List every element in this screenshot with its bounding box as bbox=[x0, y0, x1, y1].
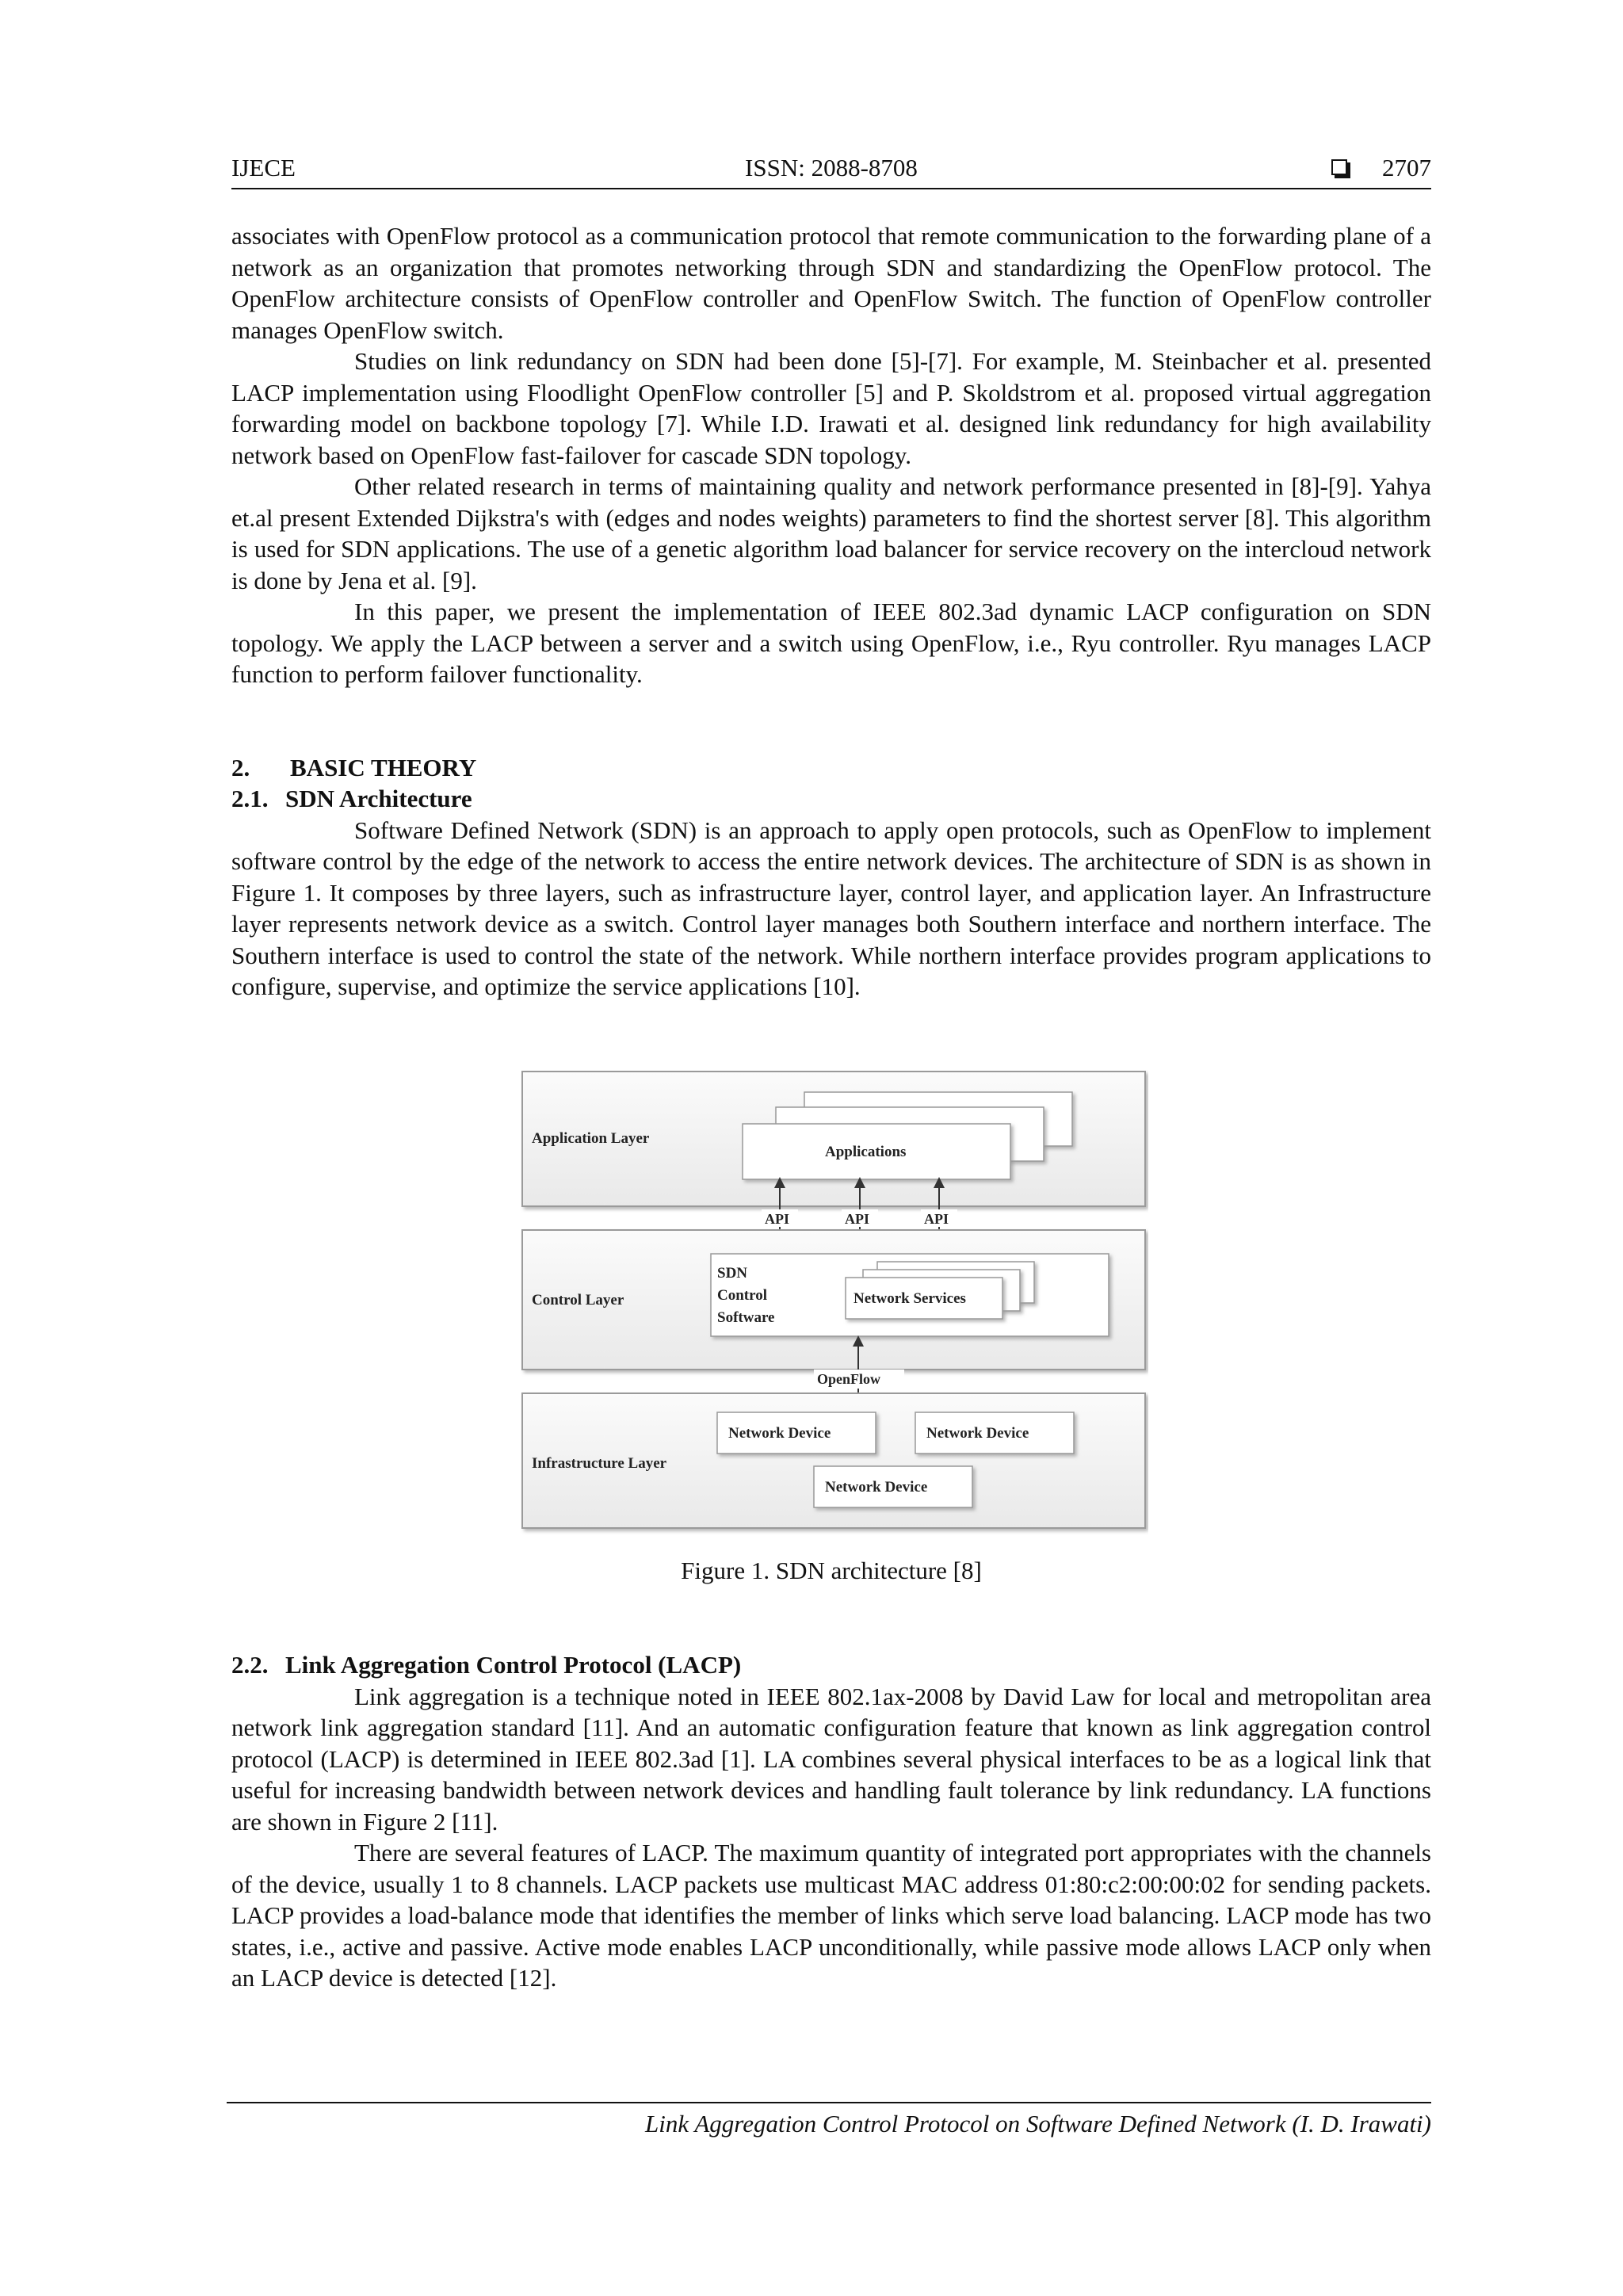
paper-page bbox=[231, 0, 1431, 2296]
section-2-2-number: 2.2. bbox=[231, 1651, 269, 1679]
network-services-label: Network Services bbox=[854, 1289, 966, 1307]
paragraph-2: Studies on link redundancy on SDN had been done [5]-[7]. For example, M. Steinbacher et al. presented LACP implementation using Floodlight OpenFlow controller [5] and P. Skoldstrom et al. proposed virtual aggregation forwarding model on backbone topology [7]. While I.D. Irawati et al. designed link redundancy for high availability network based on OpenFlow fast-failover for cascade SDN topology. bbox=[231, 347, 1431, 469]
section-2-2-heading bbox=[231, 1649, 1431, 1681]
section-2-heading bbox=[231, 752, 1431, 784]
network-device-label-1: Network Device bbox=[728, 1424, 831, 1442]
paragraph-3: Other related research in terms of maintaining quality and network performance presented in [8]-[9]. Yahya et.al present Extended Dijkstra's with (edges and nodes weights) parameters to find the shortest server [8]. This algorithm is used for SDN applications. The use of a genetic algorithm load balancer for service recovery on the intercloud network is done by Jena et al. [9]. bbox=[231, 472, 1431, 594]
infrastructure-layer-label: Infrastructure Layer bbox=[532, 1454, 667, 1472]
paragraph-5: Software Defined Network (SDN) is an approach to apply open protocols, such as OpenFlow to implement software control by the edge of the network to access the entire network devices. The architecture of SDN is as shown in Figure 1. It composes by three layers, such as infrastructure layer, control layer, and application layer. An Infrastructure layer represents network device as a switch. Control layer manages both Southern interface and northern interface. The Southern interface is used to control the state of the network. While northern interface provides program applications to configure, supervise, and optimize the service applications [10]. bbox=[231, 816, 1431, 1000]
network-device-label-3: Network Device bbox=[825, 1478, 928, 1496]
sdn-label: SDN bbox=[717, 1264, 748, 1282]
issn: ISSN: 2088-8708 bbox=[745, 154, 918, 181]
page-number: 2707 bbox=[1382, 154, 1431, 181]
software-label: Software bbox=[717, 1308, 775, 1326]
figure-1-caption: Figure 1. SDN architecture [8] bbox=[681, 1556, 982, 1584]
section-2-1-title: SDN Architecture bbox=[285, 785, 472, 812]
running-footer: Link Aggregation Control Protocol on Software Defined Network (I. D. Irawati) bbox=[645, 2110, 1431, 2137]
paragraph-6: Link aggregation is a technique noted in IEEE 802.1ax-2008 by David Law for local and metropolitan area network link aggregation standard [11]. And an automatic configuration feature that known as link aggregation control protocol (LACP) is determined in IEEE 802.3ad [1]. LA combines several physical interfaces to be as a logical link that useful for increasing bandwidth between network devices and handling fault tolerance by link redundancy. LA functions are shown in Figure 2 [11]. bbox=[231, 1682, 1431, 1836]
header-rule bbox=[231, 188, 1431, 189]
paragraph-1: associates with OpenFlow protocol as a communication protocol that remote communication to the forwarding plane of a network as an organization that promotes networking through SDN and standardizing the OpenFlow protocol. The OpenFlow architecture consists of OpenFlow controller and OpenFlow Switch. The function of OpenFlow controller manages OpenFlow switch. bbox=[231, 222, 1431, 344]
api-label-1: API bbox=[765, 1210, 789, 1227]
api-label-2: API bbox=[845, 1210, 869, 1227]
footer-rule bbox=[227, 2102, 1431, 2103]
control-label: Control bbox=[717, 1286, 767, 1304]
openflow-label: OpenFlow bbox=[817, 1370, 881, 1387]
paragraph-7: There are several features of LACP. The maximum quantity of integrated port appropriates with the channels of the device, usually 1 to 8 channels. LACP packets use multicast MAC address 01:80:c2:00:00:02 for sending packets. LACP provides a load-balance mode that identifies the member of links which serve load balancing. LACP mode has two states, i.e., active and passive. Active mode enables LACP unconditionally, while passive mode allows LACP only when an LACP device is detected [12]. bbox=[231, 1839, 1431, 1992]
section-2-number: 2. bbox=[231, 753, 250, 781]
journal-name: IJECE bbox=[231, 154, 296, 181]
paragraph-4: In this paper, we present the implementation of IEEE 802.3ad dynamic LACP configuration on SDN topology. We apply the LACP between a server and a switch using OpenFlow, i.e., Ryu controller. Ryu manages LACP function to perform failover functionality. bbox=[231, 598, 1431, 688]
checkbox-glyph-icon bbox=[1331, 159, 1347, 175]
api-label-3: API bbox=[924, 1210, 949, 1227]
section-2-2-title: Link Aggregation Control Protocol (LACP) bbox=[285, 1651, 742, 1679]
section-2-1-number: 2.1. bbox=[231, 785, 269, 812]
applications-label: Applications bbox=[825, 1143, 907, 1160]
control-layer-label: Control Layer bbox=[532, 1291, 624, 1308]
sdn-architecture-diagram bbox=[514, 1070, 1148, 1538]
section-2-title: BASIC THEORY bbox=[290, 753, 477, 781]
section-2-1-heading bbox=[231, 783, 1431, 815]
page-header bbox=[231, 154, 1431, 189]
body-text bbox=[231, 220, 1431, 1994]
figure-1 bbox=[514, 1070, 1148, 1538]
application-layer-label: Application Layer bbox=[532, 1129, 650, 1147]
network-device-label-2: Network Device bbox=[926, 1424, 1029, 1442]
